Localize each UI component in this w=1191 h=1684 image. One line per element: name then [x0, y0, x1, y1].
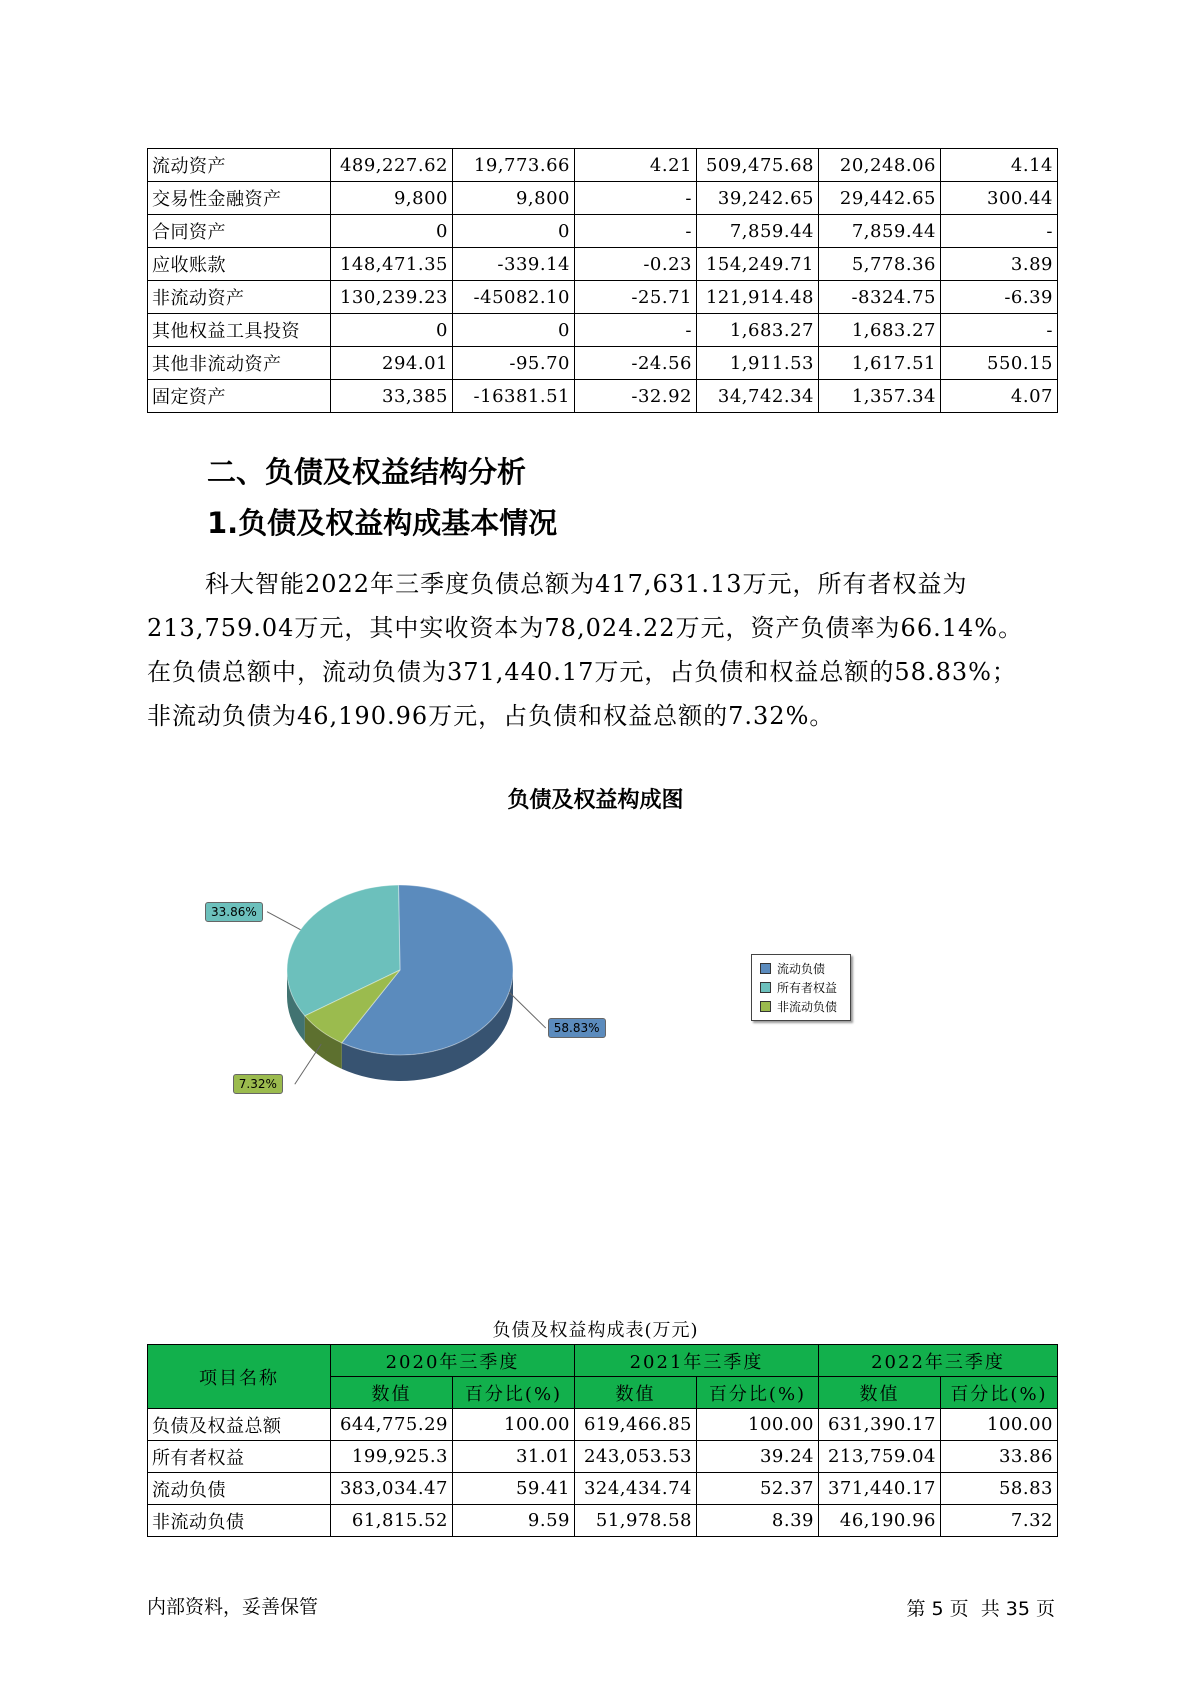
table-cell: 1,683.27	[819, 314, 941, 347]
table-row	[148, 380, 1058, 413]
table-cell: -6.39	[941, 281, 1058, 314]
table-cell: 213,759.04	[819, 1441, 941, 1473]
table-row	[148, 1473, 1058, 1505]
header-pct: 百分比(%)	[453, 1377, 575, 1409]
table-cell: 20,248.06	[819, 149, 941, 182]
row-label: 所有者权益	[148, 1441, 331, 1473]
footer-left: 内部资料，妥善保管	[147, 1596, 319, 1618]
table-cell: 631,390.17	[819, 1409, 941, 1441]
table-cell: 148,471.35	[331, 248, 453, 281]
table-cell: -16381.51	[453, 380, 575, 413]
pie-leader-line	[509, 992, 546, 1028]
table-cell: 243,053.53	[575, 1441, 697, 1473]
table-cell: 371,440.17	[819, 1473, 941, 1505]
header-year: 2022年三季度	[819, 1345, 1058, 1377]
row-label: 合同资产	[148, 215, 331, 248]
header-value: 数值	[819, 1377, 941, 1409]
table-caption: 负债及权益构成表(万元)	[492, 1320, 699, 1341]
pie-leader-line	[295, 1044, 321, 1084]
legend-label: 流动负债	[777, 962, 826, 976]
row-label: 流动负债	[148, 1473, 331, 1505]
table-cell: 31.01	[453, 1441, 575, 1473]
header-year: 2020年三季度	[331, 1345, 575, 1377]
paragraph-line: 213,759.04万元，其中实收资本为78,024.22万元，资产负债率为66.14%。	[147, 614, 1024, 642]
header-year: 2021年三季度	[575, 1345, 819, 1377]
header-pct: 百分比(%)	[941, 1377, 1058, 1409]
row-label: 负债及权益总额	[148, 1409, 331, 1441]
table-cell: -	[575, 215, 697, 248]
table-cell: 383,034.47	[331, 1473, 453, 1505]
chart-title: 负债及权益构成图	[507, 788, 684, 813]
table-row	[148, 215, 1058, 248]
table-cell: -	[575, 314, 697, 347]
table-cell: 4.07	[941, 380, 1058, 413]
pie-value-label: 7.32%	[233, 1074, 283, 1094]
table-cell: 489,227.62	[331, 149, 453, 182]
table-row	[148, 347, 1058, 380]
table-cell: 154,249.71	[697, 248, 819, 281]
pie-chart	[240, 870, 640, 1110]
table-cell: -45082.10	[453, 281, 575, 314]
table-row	[148, 314, 1058, 347]
table-cell: -24.56	[575, 347, 697, 380]
legend-item	[760, 959, 842, 978]
legend-label: 所有者权益	[777, 981, 838, 995]
table-cell: -32.92	[575, 380, 697, 413]
table-cell: 0	[453, 314, 575, 347]
pie-leader-line	[267, 912, 300, 930]
pie-value-label: 33.86%	[205, 902, 263, 922]
table-cell: -8324.75	[819, 281, 941, 314]
table-cell: 100.00	[453, 1409, 575, 1441]
row-label: 其他非流动资产	[148, 347, 331, 380]
table-cell: 1,683.27	[697, 314, 819, 347]
row-label: 交易性金融资产	[148, 182, 331, 215]
table-cell: 9.59	[453, 1505, 575, 1537]
table-cell: 4.14	[941, 149, 1058, 182]
table-row	[148, 248, 1058, 281]
row-label: 流动资产	[148, 149, 331, 182]
row-label: 非流动负债	[148, 1505, 331, 1537]
header-pct: 百分比(%)	[697, 1377, 819, 1409]
table-cell: 51,978.58	[575, 1505, 697, 1537]
table-cell: 7,859.44	[819, 215, 941, 248]
header-value: 数值	[575, 1377, 697, 1409]
table-cell: -	[941, 215, 1058, 248]
table-cell: 294.01	[331, 347, 453, 380]
pie-value-label: 58.83%	[548, 1018, 606, 1038]
table-cell: 59.41	[453, 1473, 575, 1505]
table-cell: 34,742.34	[697, 380, 819, 413]
table-cell: 130,239.23	[331, 281, 453, 314]
table-cell: -	[575, 182, 697, 215]
table-cell: 100.00	[941, 1409, 1058, 1441]
row-label: 其他权益工具投资	[148, 314, 331, 347]
table-cell: 1,911.53	[697, 347, 819, 380]
paragraph-line: 非流动负债为46,190.96万元，占负债和权益总额的7.32%。	[147, 702, 835, 730]
table-cell: -339.14	[453, 248, 575, 281]
table-cell: 8.39	[697, 1505, 819, 1537]
table-cell: 52.37	[697, 1473, 819, 1505]
table-cell: 1,617.51	[819, 347, 941, 380]
table-cell: 7,859.44	[697, 215, 819, 248]
legend-item	[760, 978, 842, 997]
legend-swatch	[760, 963, 771, 974]
table-cell: 199,925.3	[331, 1441, 453, 1473]
row-label: 非流动资产	[148, 281, 331, 314]
table-cell: 121,914.48	[697, 281, 819, 314]
row-label: 应收账款	[148, 248, 331, 281]
table-cell: 4.21	[575, 149, 697, 182]
table-cell: -	[941, 314, 1058, 347]
paragraph-line: 在负债总额中，流动负债为371,440.17万元，占负债和权益总额的58.83%；	[147, 658, 1017, 686]
table-row	[148, 1505, 1058, 1537]
legend-swatch	[760, 1001, 771, 1012]
chart-legend	[751, 954, 851, 1021]
table-cell: 19,773.66	[453, 149, 575, 182]
table-cell: -0.23	[575, 248, 697, 281]
table-cell: -95.70	[453, 347, 575, 380]
row-label: 固定资产	[148, 380, 331, 413]
table-cell: 61,815.52	[331, 1505, 453, 1537]
table-cell: 0	[453, 215, 575, 248]
header-value: 数值	[331, 1377, 453, 1409]
header-item: 项目名称	[148, 1345, 331, 1409]
table-cell: 9,800	[453, 182, 575, 215]
table-cell: 33,385	[331, 380, 453, 413]
table-cell: 100.00	[697, 1409, 819, 1441]
table-cell: 29,442.65	[819, 182, 941, 215]
footer-right: 第 5 页 共 35 页	[906, 1598, 1055, 1620]
paragraph-line: 科大智能2022年三季度负债总额为417,631.13万元，所有者权益为	[205, 570, 968, 598]
legend-label: 非流动负债	[777, 1000, 838, 1014]
table-cell: 33.86	[941, 1441, 1058, 1473]
table-cell: 39.24	[697, 1441, 819, 1473]
table-cell: 619,466.85	[575, 1409, 697, 1441]
table-row	[148, 1441, 1058, 1473]
table-row	[148, 281, 1058, 314]
table-cell: 1,357.34	[819, 380, 941, 413]
table-cell: 58.83	[941, 1473, 1058, 1505]
table-row	[148, 182, 1058, 215]
table-cell: -25.71	[575, 281, 697, 314]
table-cell: 5,778.36	[819, 248, 941, 281]
table-cell: 39,242.65	[697, 182, 819, 215]
legend-swatch	[760, 982, 771, 993]
asset-table	[147, 148, 1058, 413]
table-row	[148, 1409, 1058, 1441]
table-cell: 9,800	[331, 182, 453, 215]
table-cell: 550.15	[941, 347, 1058, 380]
table-cell: 300.44	[941, 182, 1058, 215]
table-cell: 324,434.74	[575, 1473, 697, 1505]
table-cell: 509,475.68	[697, 149, 819, 182]
table-cell: 7.32	[941, 1505, 1058, 1537]
table-cell: 46,190.96	[819, 1505, 941, 1537]
legend-item	[760, 997, 842, 1016]
table-row	[148, 149, 1058, 182]
section-heading: 二、负债及权益结构分析	[207, 455, 527, 489]
table-cell: 0	[331, 314, 453, 347]
table-cell: 644,775.29	[331, 1409, 453, 1441]
table-cell: 3.89	[941, 248, 1058, 281]
sub-heading: 1.负债及权益构成基本情况	[207, 506, 558, 540]
table-cell: 0	[331, 215, 453, 248]
liability-table	[147, 1344, 1058, 1537]
analysis-paragraph	[147, 562, 1067, 738]
